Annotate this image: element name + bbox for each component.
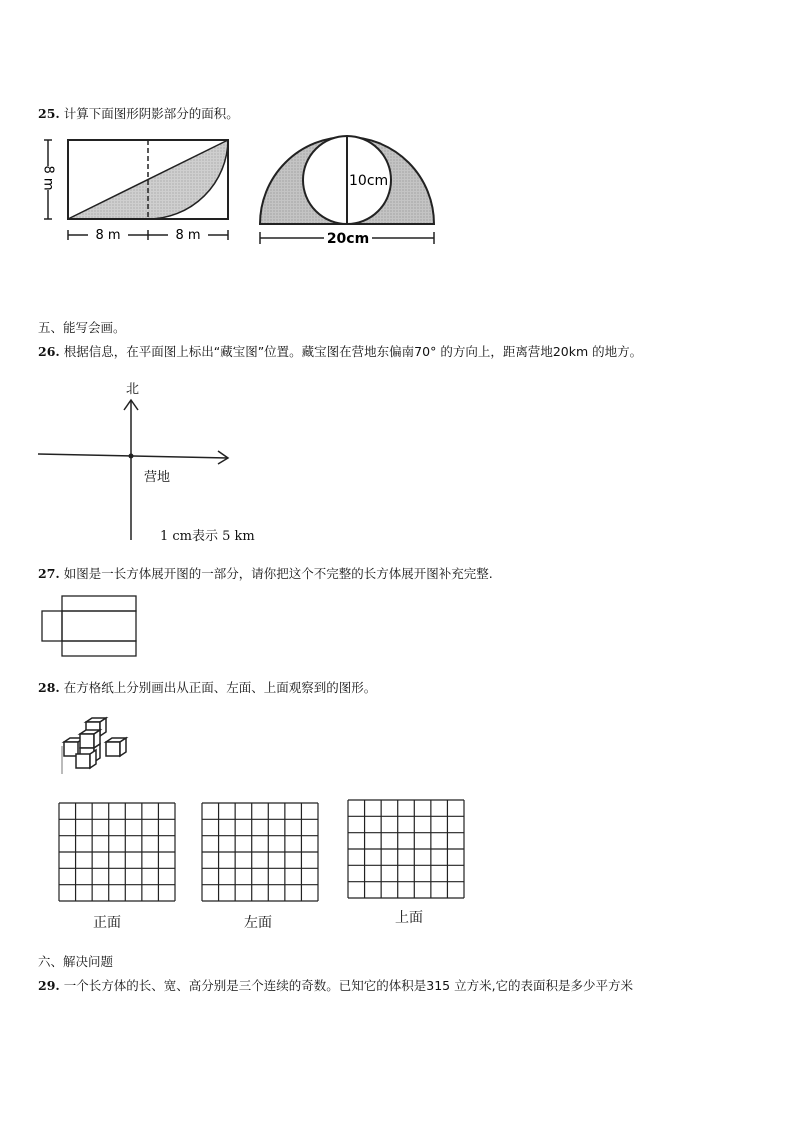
- side-length-label: 8 m: [40, 165, 56, 191]
- question-25: [38, 104, 239, 122]
- question-28: [38, 678, 376, 696]
- question-text: 在方格纸上分别画出从正面、左面、上面观察到的图形。: [63, 680, 377, 695]
- question-number: 26.: [38, 344, 60, 359]
- question-27: [38, 564, 493, 582]
- question-number: 29.: [38, 978, 60, 993]
- bottom-left-label: 8 m: [95, 228, 121, 243]
- net-face-front: [62, 611, 136, 641]
- diameter-label: 10cm: [349, 173, 389, 189]
- camp-point: [129, 454, 134, 459]
- net-face-left: [42, 611, 62, 641]
- north-label: 北: [126, 382, 140, 397]
- question-text: 如图是一长方体展开图的一部分，请你把这个不完整的长方体展开图补充完整.: [63, 566, 493, 581]
- bottom-right-label: 8 m: [175, 228, 201, 243]
- grid-top-view[interactable]: [347, 799, 467, 901]
- question-text: 计算下面图形阴影部分的面积。: [63, 106, 239, 121]
- question-text: 根据信息，在平面图上标出“藏宝图”位置。藏宝图在营地东偏南70° 的方向上，距离营地20km 的地方。: [63, 344, 643, 359]
- net-face-bottom: [62, 641, 136, 656]
- rectangle-shaded-figure: [40, 132, 240, 247]
- question-number: 25.: [38, 106, 60, 121]
- width-label: 20cm: [326, 231, 370, 247]
- semicircle-shaded-figure: [252, 126, 444, 252]
- section-five-title: 五、能写会画。: [38, 320, 126, 335]
- cube-stack-figure: [56, 716, 138, 778]
- question-number: 27.: [38, 566, 60, 581]
- net-face-top: [62, 596, 136, 611]
- question-26: [38, 342, 642, 360]
- top-view-label: 上面: [395, 910, 423, 926]
- question-number: 28.: [38, 680, 60, 695]
- section-six-title: 六、解决问题: [38, 954, 114, 969]
- question-29: [38, 976, 633, 994]
- left-view-label: 左面: [244, 915, 272, 931]
- grid-front-view[interactable]: [58, 802, 178, 904]
- direction-diagram: [36, 396, 236, 542]
- camp-label: 营地: [144, 470, 171, 485]
- question-text: 一个长方体的长、宽、高分别是三个连续的奇数。已知它的体积是315 立方米,它的表面积是多少平方米: [63, 978, 634, 993]
- front-view-label: 正面: [93, 915, 121, 931]
- scale-label: 1 cm表示 5 km: [160, 529, 255, 544]
- cuboid-net-partial: [38, 592, 142, 662]
- grid-left-view[interactable]: [201, 802, 321, 904]
